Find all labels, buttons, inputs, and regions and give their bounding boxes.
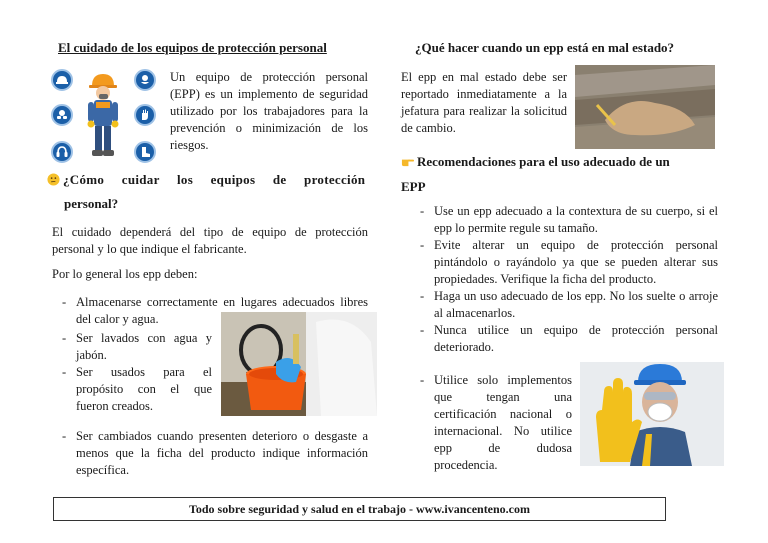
- care-paragraph-1: El cuidado dependerá del tipo de equipo de protección personal y lo que indique el fabricante.: [52, 225, 368, 256]
- list-item: - Ser usados para el propósito con el que fueron creados.: [60, 364, 212, 415]
- epp-intro-text: Un equipo de protección personal (EPP) es un implemento de seguridad utilizado por los trabajadores para la prevención o minimización de los riesgos.: [170, 70, 368, 152]
- recommendations-list-narrow: [418, 372, 572, 474]
- footer-banner: Todo sobre seguridad y salud en el trabajo - www.ivancenteno.com: [53, 497, 666, 521]
- list-item: - Utilice solo implementos que tengan una certificación nacional o internacional. No utilice epp de dudosa procedencia.: [418, 372, 572, 474]
- recommendations-heading-line1: Recomendaciones para el uso adecuado de un: [417, 154, 670, 169]
- care-list-narrow: [60, 330, 212, 415]
- damaged-glove-photo: [575, 65, 715, 149]
- care-list-bottom: [60, 428, 368, 479]
- worker-illustration: [82, 70, 124, 160]
- care-heading: [47, 170, 367, 190]
- gloves-icon: [134, 104, 156, 126]
- list-item: - Evite alterar un equipo de protección personal pintándolo o rayándolo ya que se pueden alterar sus propiedades. Verifique la ficha del producto.: [418, 237, 718, 288]
- right-title: ¿Qué hacer cuando un epp está en mal estado?: [415, 40, 675, 55]
- recommendations-heading-line2: EPP: [401, 179, 426, 194]
- list-item: - Haga un uso adecuado de los epp. No los suelte o arroje al almacenarlos.: [418, 288, 718, 322]
- list-item: - Nunca utilice un equipo de protección personal deteriorado.: [418, 322, 718, 356]
- care-paragraph-2: Por lo general los epp deben:: [52, 267, 198, 281]
- list-item: - Ser lavados con agua y jabón.: [60, 330, 212, 364]
- worker-stop-photo: [580, 362, 724, 466]
- left-title: El cuidado de los equipos de protección personal: [58, 40, 327, 55]
- goggles-icon: [51, 104, 73, 126]
- mask-icon: [134, 69, 156, 91]
- list-item: - Use un epp adecuado a la contextura de su cuerpo, si el epp lo permite regule su tamaño.: [418, 203, 718, 237]
- helmet-icon: [51, 69, 73, 91]
- thinking-emoji-icon: [47, 173, 60, 186]
- bad-state-text: El epp en mal estado debe ser reportado inmediatamente a la jefatura para realizar la solicitud de cambio.: [401, 70, 567, 135]
- care-heading-line1: ¿Cómo cuidar los equipos de protección: [63, 172, 366, 187]
- washing-ppe-photo: [221, 312, 377, 416]
- care-heading-line2: personal?: [64, 196, 119, 211]
- list-item: - Ser cambiados cuando presenten deterioro o desgaste a menos que la ficha del producto indique información específica.: [60, 428, 368, 479]
- ear-protection-icon: [51, 141, 73, 163]
- recommendations-heading: [401, 152, 719, 172]
- pointing-hand-icon: [401, 155, 414, 168]
- list-item: - Almacenarse correctamente en lugares adecuados libres del calor y agua.: [60, 294, 368, 328]
- boots-icon: [134, 141, 156, 163]
- recommendations-list: [418, 203, 718, 356]
